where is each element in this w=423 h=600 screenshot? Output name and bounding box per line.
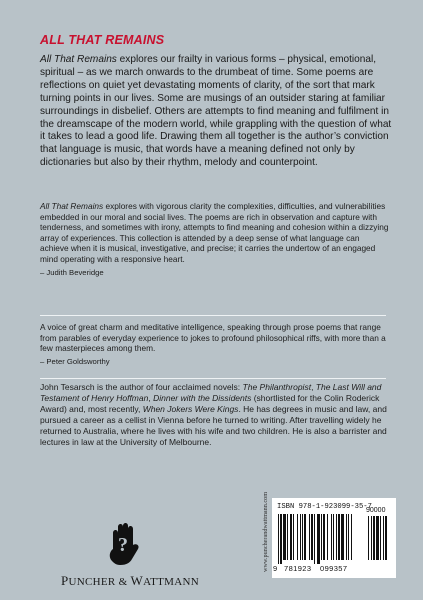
author-bio bbox=[40, 382, 392, 447]
divider bbox=[40, 378, 386, 379]
barcode-bar bbox=[278, 514, 279, 564]
barcode-addon-bar bbox=[371, 516, 372, 560]
barcode-bar bbox=[327, 514, 328, 560]
praise-text bbox=[40, 201, 390, 265]
divider bbox=[40, 315, 386, 316]
barcode-first-digit: 9 bbox=[273, 564, 278, 573]
barcode-bar bbox=[293, 514, 294, 560]
book-description bbox=[40, 54, 392, 170]
italic-title-run: All That Remains bbox=[40, 201, 104, 211]
italic-title-run: Dinner with the Dissidents bbox=[153, 392, 252, 403]
barcode-addon-bar bbox=[380, 516, 381, 560]
isbn-label: ISBN 978-1-923099-35-7 bbox=[277, 503, 372, 511]
barcode-bar bbox=[300, 514, 301, 560]
barcode-bar bbox=[336, 514, 337, 560]
barcode-bar bbox=[311, 514, 313, 560]
italic-title-run: When Jokers Were Kings bbox=[142, 403, 239, 414]
barcode-bar bbox=[280, 514, 282, 564]
text-run: explores our frailty in various forms – physical, emotional, spiritual – as we march onwards to the drumbeat of time. Some poems are reflections on quiet yet devastating moments of clarity, of the sort that mark turning points in our lives. Some are musings of an outsider staring at familiar surroundings in disbelief. Others are attempts to find meaning and fulfilment in the dreamscape of the modern world, while grappling with the question of what it takes to lead a good life. Drawing them all together is the author’s conviction that language is music, that words have a meaning defined not only by dictionaries but also by their rhythm, melody and counterpoint. bbox=[40, 54, 392, 169]
barcode-bar bbox=[346, 514, 347, 560]
barcode-bar bbox=[338, 514, 340, 560]
barcode-bars bbox=[276, 514, 392, 564]
barcode-bar bbox=[304, 514, 306, 560]
barcode-bar bbox=[309, 514, 310, 560]
barcode-bar bbox=[290, 514, 292, 560]
barcode-addon-bar bbox=[376, 516, 379, 560]
svg-text:?: ? bbox=[118, 534, 128, 556]
text-run: John Tesarsch is the author of four acclaimed novels: bbox=[40, 382, 243, 392]
barcode-bar bbox=[287, 514, 288, 560]
text-run: A voice of great charm and meditative intelligence, speaking through prose poems that range from parables of everyday experience to jokes to profound philosophical riffs, with more than a few masterpieces among them. bbox=[40, 322, 386, 354]
barcode-bar bbox=[341, 514, 344, 560]
praise-quote-goldsworthy bbox=[40, 322, 390, 367]
barcode-bar bbox=[333, 514, 334, 560]
praise-attribution: – Judith Beveridge bbox=[40, 267, 104, 277]
question-mark-glove-icon bbox=[100, 521, 150, 569]
praise-text bbox=[40, 322, 390, 354]
barcode-addon-bar bbox=[373, 516, 375, 560]
praise-attribution: – Peter Goldsworthy bbox=[40, 356, 110, 366]
barcode-bar bbox=[331, 514, 332, 560]
text-run: , bbox=[311, 382, 316, 392]
barcode-addon-bar bbox=[385, 516, 387, 560]
barcode-addon-bar bbox=[383, 516, 384, 560]
barcode-right-group: 099357 bbox=[320, 564, 348, 573]
italic-title-run: All That Remains bbox=[40, 54, 117, 65]
barcode-bar bbox=[321, 514, 322, 560]
text-run: , bbox=[148, 392, 154, 403]
italic-title-run: The Last Will and Testament of Henry Hoffman bbox=[40, 382, 382, 403]
text-run: . He has degrees in music and law, and pursued a career as a cellist in Vienna before he turned to writing. After travelling widely he returned to Australia, where he lives with his wife and two children. He is also a barrister and lectures in law at the University of Melbourne. bbox=[40, 403, 387, 447]
barcode-bar bbox=[351, 514, 352, 560]
publisher-website: www.puncherandwattmann.com bbox=[262, 491, 269, 572]
barcode-bar bbox=[297, 514, 298, 560]
barcode-addon-digits: 90000 bbox=[366, 507, 386, 514]
italic-title-run: The Philanthropist bbox=[242, 382, 312, 392]
barcode-bar bbox=[323, 514, 325, 560]
barcode bbox=[272, 498, 396, 578]
barcode-bar bbox=[314, 514, 315, 564]
barcode-left-group: 781923 bbox=[284, 564, 312, 573]
barcode-bar bbox=[283, 514, 286, 560]
barcode-bar bbox=[317, 514, 320, 564]
text-run: (shortlisted for the Colin Roderick Award) and, most recently, bbox=[40, 392, 380, 414]
text-run: explores with vigorous clarity the complexities, difficulties, and vulnerabilities embedded in our moral and social lives. The poems are rich in observation and capture with tenderness, and sometimes with irony, attempts to find meaning and cohesion within a dizzying array of experiences. This collection is attended by a deep sense of what language can achieve when it is musical, investigative, and precise; it carries the undertow of an engaged mind operating with a responsive heart. bbox=[40, 201, 389, 264]
book-title: ALL THAT REMAINS bbox=[40, 33, 165, 47]
barcode-bar bbox=[348, 514, 349, 560]
barcode-bar bbox=[302, 514, 303, 560]
praise-quote-beveridge bbox=[40, 201, 390, 278]
publisher-name: PUNCHER & WATTMANN bbox=[61, 573, 199, 588]
barcode-addon-bar bbox=[368, 516, 369, 560]
